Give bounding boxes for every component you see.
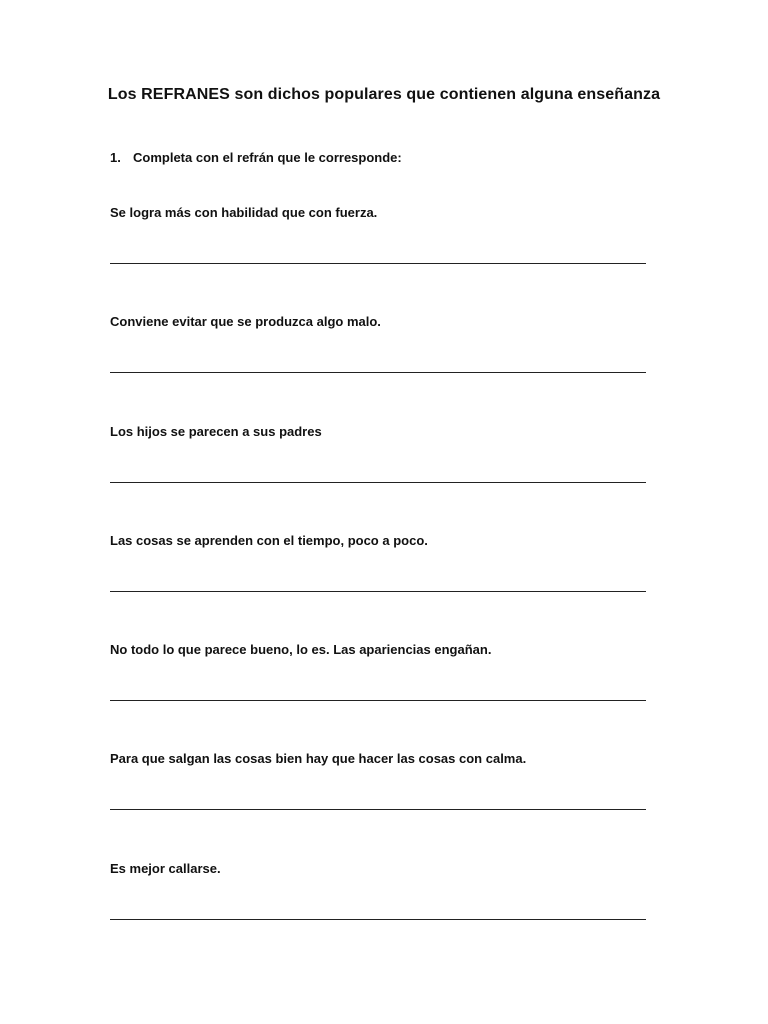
answer-line: [110, 700, 646, 701]
item-prompt: Se logra más con habilidad que con fuerza.: [110, 205, 378, 220]
item-prompt: No todo lo que parece bueno, lo es. Las apariencias engañan.: [110, 642, 492, 657]
answer-line: [110, 919, 646, 920]
exercise-item: [110, 205, 646, 221]
item-prompt: Los hijos se parecen a sus padres: [110, 424, 322, 439]
exercise-item: [110, 533, 646, 549]
instruction-number: 1.: [110, 150, 121, 165]
answer-line: [110, 809, 646, 810]
answer-line: [110, 482, 646, 483]
answer-line: [110, 263, 646, 264]
exercise-item: [110, 314, 646, 330]
exercise-item: [110, 424, 646, 440]
answer-line: [110, 591, 646, 592]
exercise-item: [110, 642, 646, 658]
answer-line: [110, 372, 646, 373]
exercise-item: [110, 751, 646, 767]
exercise-item: [110, 861, 646, 877]
item-prompt: Conviene evitar que se produzca algo malo.: [110, 314, 381, 329]
page-title: Los REFRANES son dichos populares que contienen alguna enseñanza: [107, 86, 661, 103]
item-prompt: Es mejor callarse.: [110, 861, 221, 876]
instruction: [110, 150, 402, 165]
instruction-text: Completa con el refrán que le corresponde:: [133, 150, 402, 165]
item-prompt: Para que salgan las cosas bien hay que hacer las cosas con calma.: [110, 751, 527, 766]
item-prompt: Las cosas se aprenden con el tiempo, poco a poco.: [110, 533, 428, 548]
